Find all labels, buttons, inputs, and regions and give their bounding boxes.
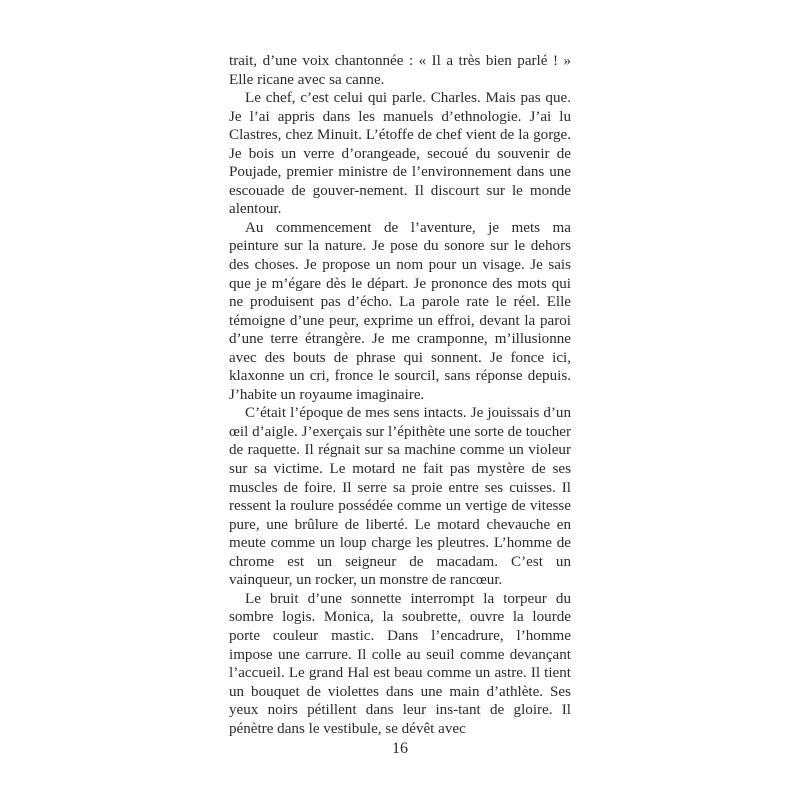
page-number: 16 xyxy=(392,740,408,757)
paragraph-4: C’était l’époque de mes sens intacts. Je jouissais d’un œil d’aigle. J’exerçais sur l’épithète une sorte de toucher de raquette. Il régnait sur sa machine comme un violeur sur sa victime. Le motard ne fait pas mystère de ses muscles de foire. Il serre sa proie entre ses cuisses. Il ressent la roulure possédée comme un vertige de vitesse pure, une brûlure de liberté. Le motard chevauche en meute comme un loup charge les pleutres. L’homme de chrome est un seigneur de macadam. C’est un vainqueur, un rocker, un monstre de rancœur. xyxy=(229,405,571,589)
paragraph-2: Le chef, c’est celui qui parle. Charles. Mais pas que. Je l’ai appris dans les manuels d’ethnologie. J’ai lu Clastres, chez Minuit. L’étoffe de chef vient de la gorge. Je bois un verre d’orangeade, secoué du souvenir de Poujade, premier ministre de l’environnement dans une escouade de gouver-nement. Il discourt sur le monde alentour. xyxy=(229,90,571,218)
paragraph-5: Le bruit d’une sonnette interrompt la torpeur du sombre logis. Monica, la soubrette, ouvre la lourde porte couleur mastic. Dans l’encadrure, l’homme impose une carrure. Il colle au seuil comme devançant l’accueil. Le grand Hal est beau comme un astre. Il tient un bouquet de violettes dans une main d’athlète. Ses yeux noirs pétillent dans leur ins-tant de gloire. Il pénètre dans le vestibule, se dévêt avec xyxy=(229,590,571,737)
paragraph-3: Au commencement de l’aventure, je mets ma peinture sur la nature. Je pose du sonore sur le dehors des choses. Je propose un nom pour un visage. Je sais que je m’égare dès le départ. Je prononce des mots qui ne produisent pas d’écho. La parole rate le réel. Elle témoigne d’une peur, exprime un effroi, devant la paroi d’une terre étrangère. Je me cramponne, m’illusionne avec des bouts de phrase qui sonnent. Je fonce ici, klaxonne un cri, fronce le sourcil, sans réponse depuis. J’habite un royaume imaginaire. xyxy=(229,219,571,403)
body-text xyxy=(229,52,571,738)
paragraph-1: trait, d’une voix chantonnée : « Il a très bien parlé ! » Elle ricane avec sa canne. xyxy=(229,53,571,88)
